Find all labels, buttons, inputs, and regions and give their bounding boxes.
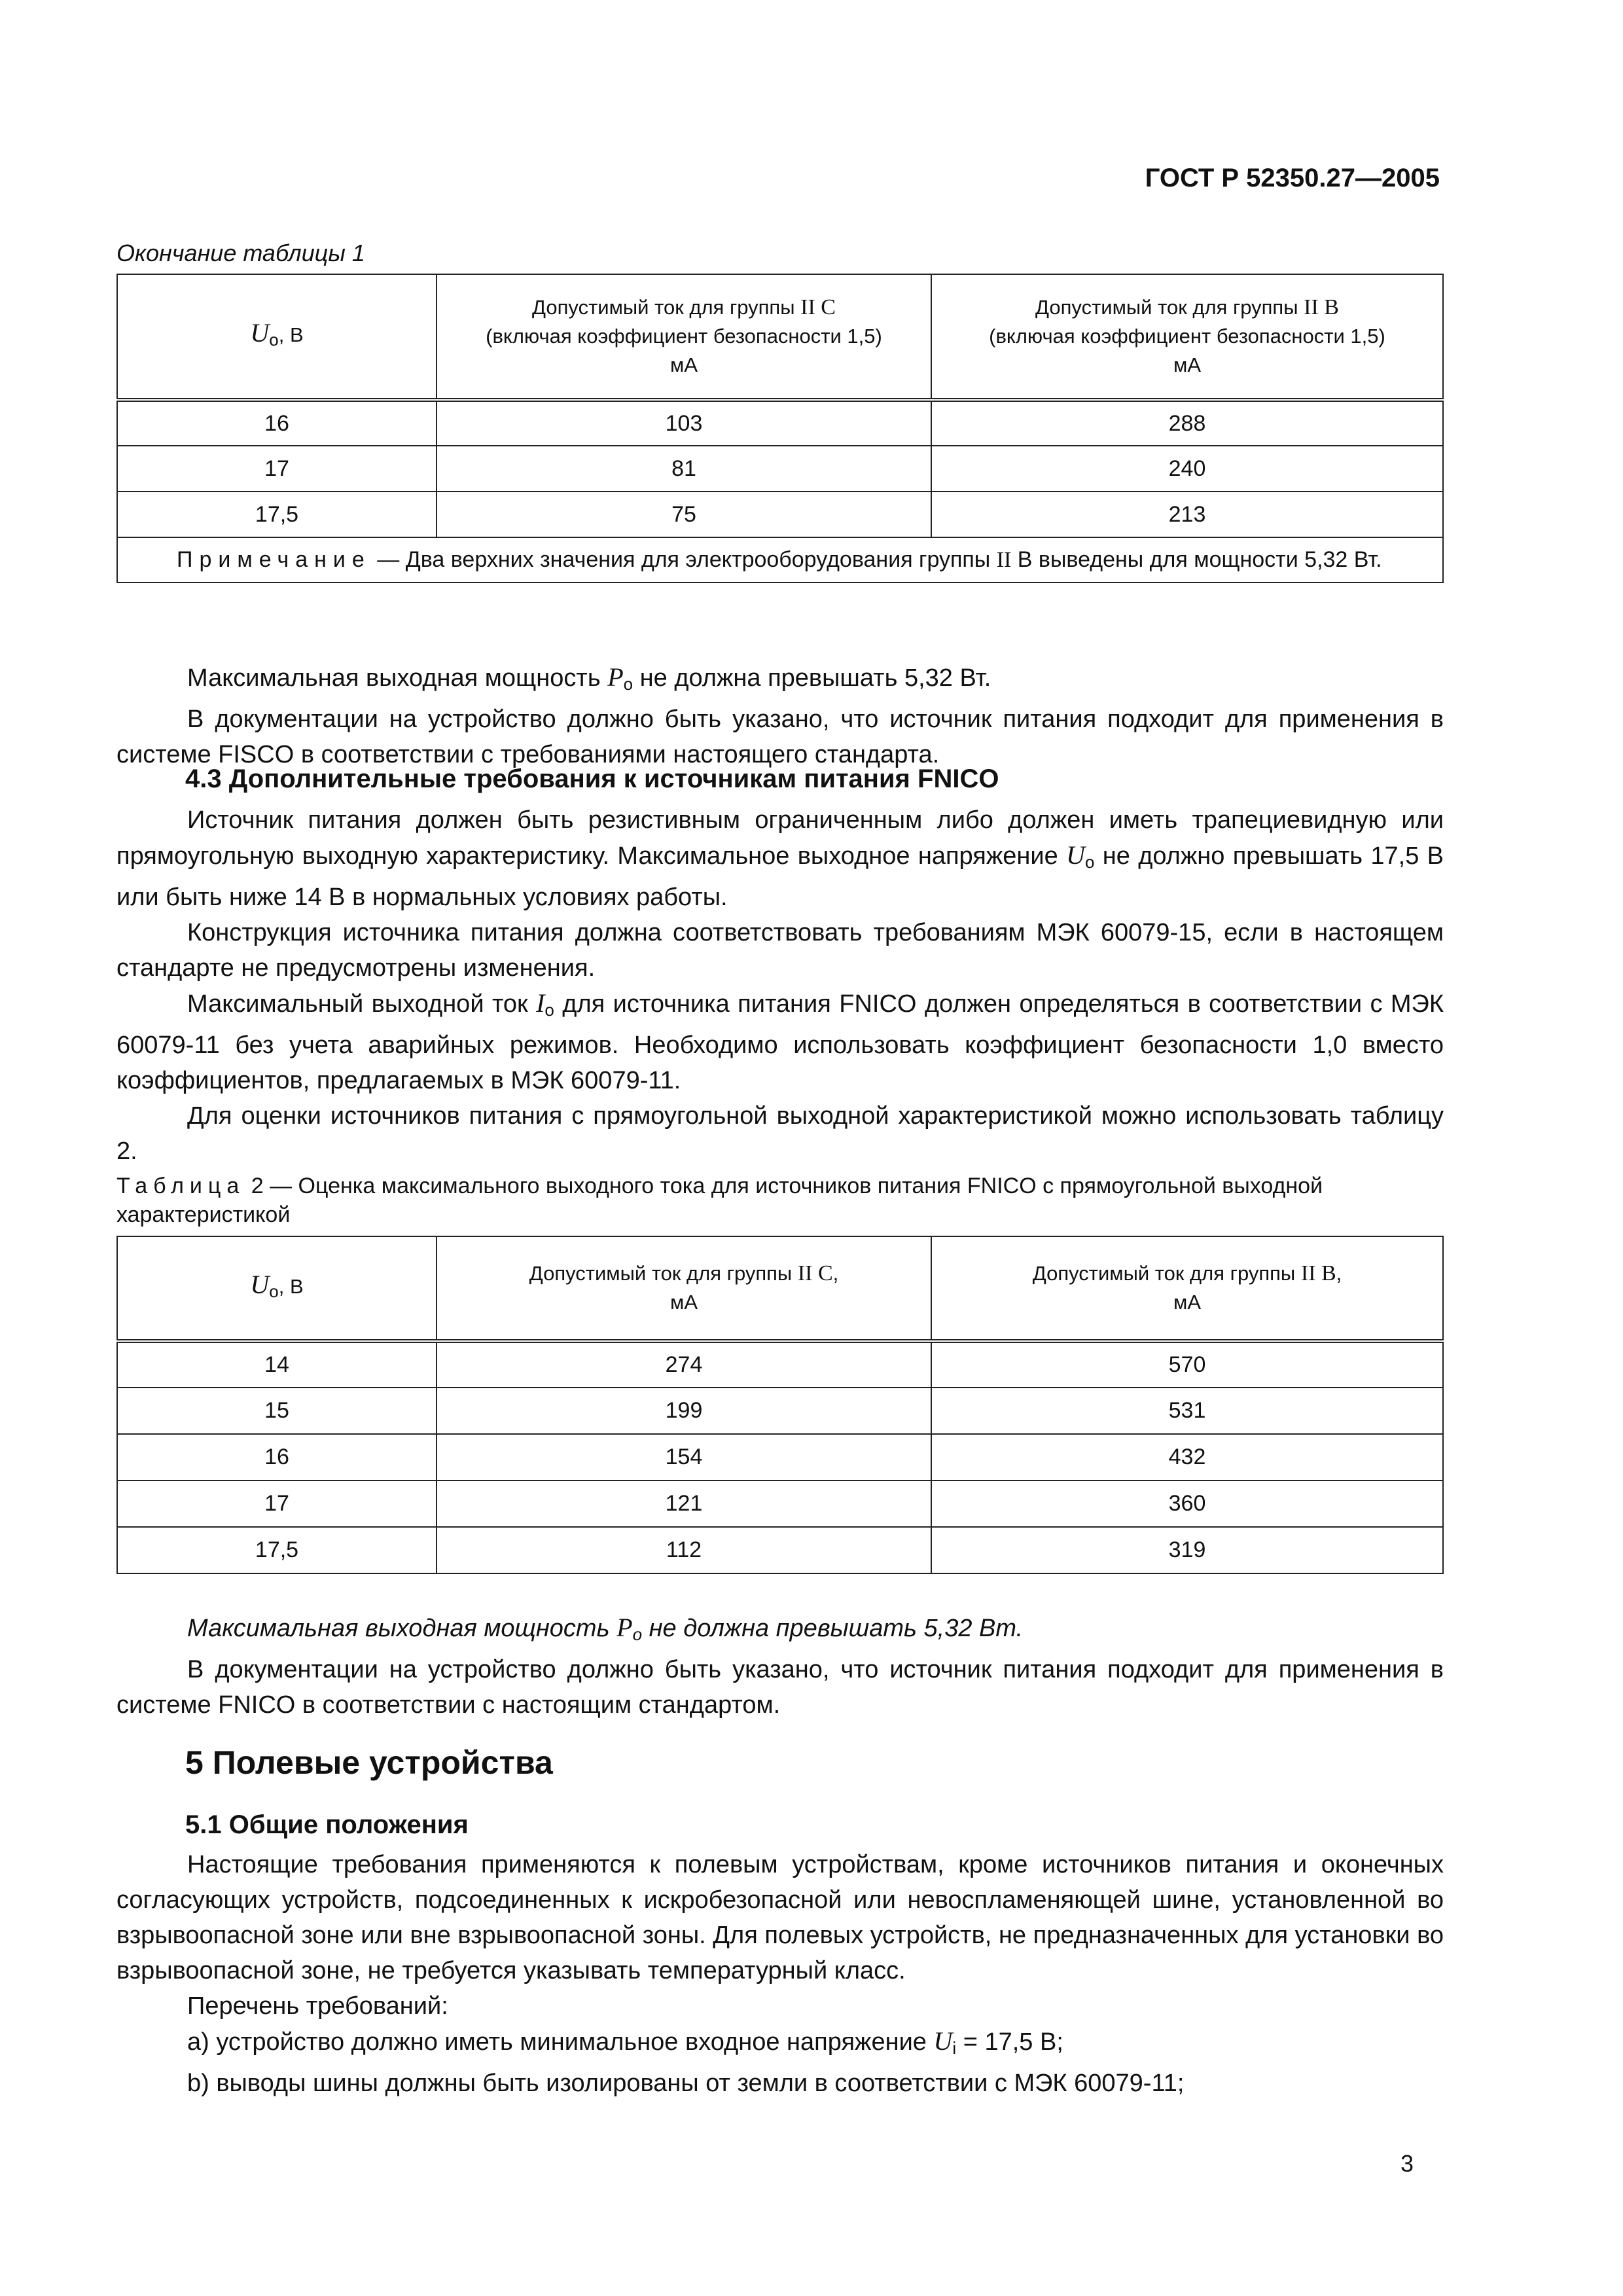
table2-cell: 16 — [117, 1434, 437, 1480]
table1-header-group-iib: Допустимый ток для группы II B (включая коэффициент безопасности 1,5) мА — [931, 274, 1443, 400]
table1-header-group-iic: Допустимый ток для группы II C (включая коэффициент безопасности 1,5) мА — [437, 274, 931, 400]
table2-cell: 570 — [931, 1341, 1443, 1388]
table2-header-voltage: $U_o$, В — [117, 1236, 437, 1341]
list-item: b) выводы шины должны быть изолированы от земли в соответствии с МЭК 60079-11; — [187, 2070, 1185, 2097]
table2-cell: 15 — [117, 1388, 437, 1434]
table1-note: Примечание — Два верхних значения для электрооборудования группы II В выведены для мощности 5,32 Вт. — [117, 537, 1443, 583]
table1-cell: 16 — [117, 400, 437, 446]
table1-cell: 288 — [931, 400, 1443, 446]
table1-cell: 75 — [437, 492, 931, 537]
paragraph: Максимальная выходная мощность $P_o$ не должна превышать 5,32 Вт. — [187, 662, 991, 694]
section-5-1-title: 5.1 Общие положения — [185, 1810, 469, 1839]
paragraph: Перечень требований: — [187, 1992, 448, 2020]
table1-header-row — [117, 274, 1443, 400]
table2-header-group-iic: Допустимый ток для группы II C, мА — [437, 1236, 931, 1341]
table2-cell: 319 — [931, 1527, 1443, 1573]
paragraph: Максимальная выходная мощность $P_o$ не должна превышать 5,32 Вт. — [187, 1613, 1024, 1644]
table2-header-group-iib: Допустимый ток для группы II B, мА — [931, 1236, 1443, 1341]
table2-cell: 432 — [931, 1434, 1443, 1480]
table1-cell: 81 — [437, 446, 931, 492]
table1-cell: 240 — [931, 446, 1443, 492]
table2-cell: 199 — [437, 1388, 931, 1434]
paragraph: Максимальный выходной ток $I_o$ для источника питания FNICO должен определяться в соответствии с МЭК 60079-11 без учета аварийных режимов. Необходимо использовать коэффициент безопасности 1,0 вместо коэффициентов, предлагаемых в МЭК 60079-11. — [116, 988, 1444, 1094]
paragraph: В документации на устройство должно быть указано, что источник питания подходит для применения в системе FISCO в соответствии с требованиями настоящего стандарта. — [116, 706, 1444, 768]
section-5-1-body — [116, 1847, 1444, 2101]
paragraph: Конструкция источника питания должна соответствовать требованиям МЭК 60079-15, если в настоящем стандарте не предусмотрены изменения. — [116, 919, 1444, 982]
paragraph: Для оценки источников питания с прямоугольной выходной характеристикой можно использовать таблицу 2. — [116, 1102, 1444, 1165]
table2-cell: 531 — [931, 1388, 1443, 1434]
list-item: a) устройство должно иметь минимальное входное напряжение $U_i = 17,5$ В; — [187, 2026, 1063, 2058]
table1-note-row — [117, 537, 1443, 583]
page-number: 3 — [1400, 2150, 1414, 2177]
paragraph: Источник питания должен быть резистивным ограниченным либо должен иметь трапециевидную или прямоугольную выходную характеристику. Максимальное выходное напряжение $U_o$ не должно превышать 17,5 В или быть ниже 14 В в нормальных условиях работы. — [116, 806, 1444, 911]
table1-cell: 103 — [437, 400, 931, 446]
table-row — [117, 400, 1443, 446]
table1-caption: Окончание таблицы 1 — [116, 240, 365, 266]
table-row — [117, 492, 1443, 537]
paragraph: Настоящие требования применяются к полевым устройствам, кроме источников питания и оконечных согласующих устройств, подсоединенных к искробезопасной или невоспламеняющей шине, установленной во взрывоопасной зоне или вне взрывоопасной зоны. Для полевых устройств, не предназначенных для установки во взрывоопасной зоне, не требуется указывать температурный класс. — [116, 1851, 1444, 1984]
table2-header-row — [117, 1236, 1443, 1341]
table2-cell: 154 — [437, 1434, 931, 1480]
table2 — [116, 1236, 1444, 1574]
table1-cell: 17 — [117, 446, 437, 492]
section-4-3-body — [116, 802, 1444, 1169]
document-code: ГОСТ Р 52350.27—2005 — [1145, 164, 1440, 192]
table-row — [117, 1527, 1443, 1573]
table2-cell: 17 — [117, 1480, 437, 1527]
section-4-3-title: 4.3 Дополнительные требования к источникам питания FNICO — [185, 764, 999, 793]
table1-cell: 17,5 — [117, 492, 437, 537]
table-row — [117, 446, 1443, 492]
text-block-power-fnico — [116, 1610, 1444, 1723]
table2-cell: 121 — [437, 1480, 931, 1527]
table-row — [117, 1434, 1443, 1480]
table-row — [117, 1480, 1443, 1527]
table-row — [117, 1341, 1443, 1388]
table2-cell: 360 — [931, 1480, 1443, 1527]
paragraph: В документации на устройство должно быть указано, что источник питания подходит для применения в системе FNICO в соответствии с настоящим стандартом. — [116, 1656, 1444, 1719]
text-block-power — [116, 660, 1444, 772]
table2-cell: 274 — [437, 1341, 931, 1388]
table1-cell: 213 — [931, 492, 1443, 537]
section-5-title: 5 Полевые устройства — [185, 1744, 553, 1781]
table2-caption: Таблица 2 — Оценка максимального выходного тока для источников питания FNICO с прямоугольной выходной характеристикой — [116, 1174, 1323, 1227]
table1-header-voltage: $U_o$, В — [117, 274, 437, 400]
table1 — [116, 274, 1444, 583]
table-row — [117, 1388, 1443, 1434]
table2-cell: 17,5 — [117, 1527, 437, 1573]
table2-cell: 14 — [117, 1341, 437, 1388]
table2-cell: 112 — [437, 1527, 931, 1573]
